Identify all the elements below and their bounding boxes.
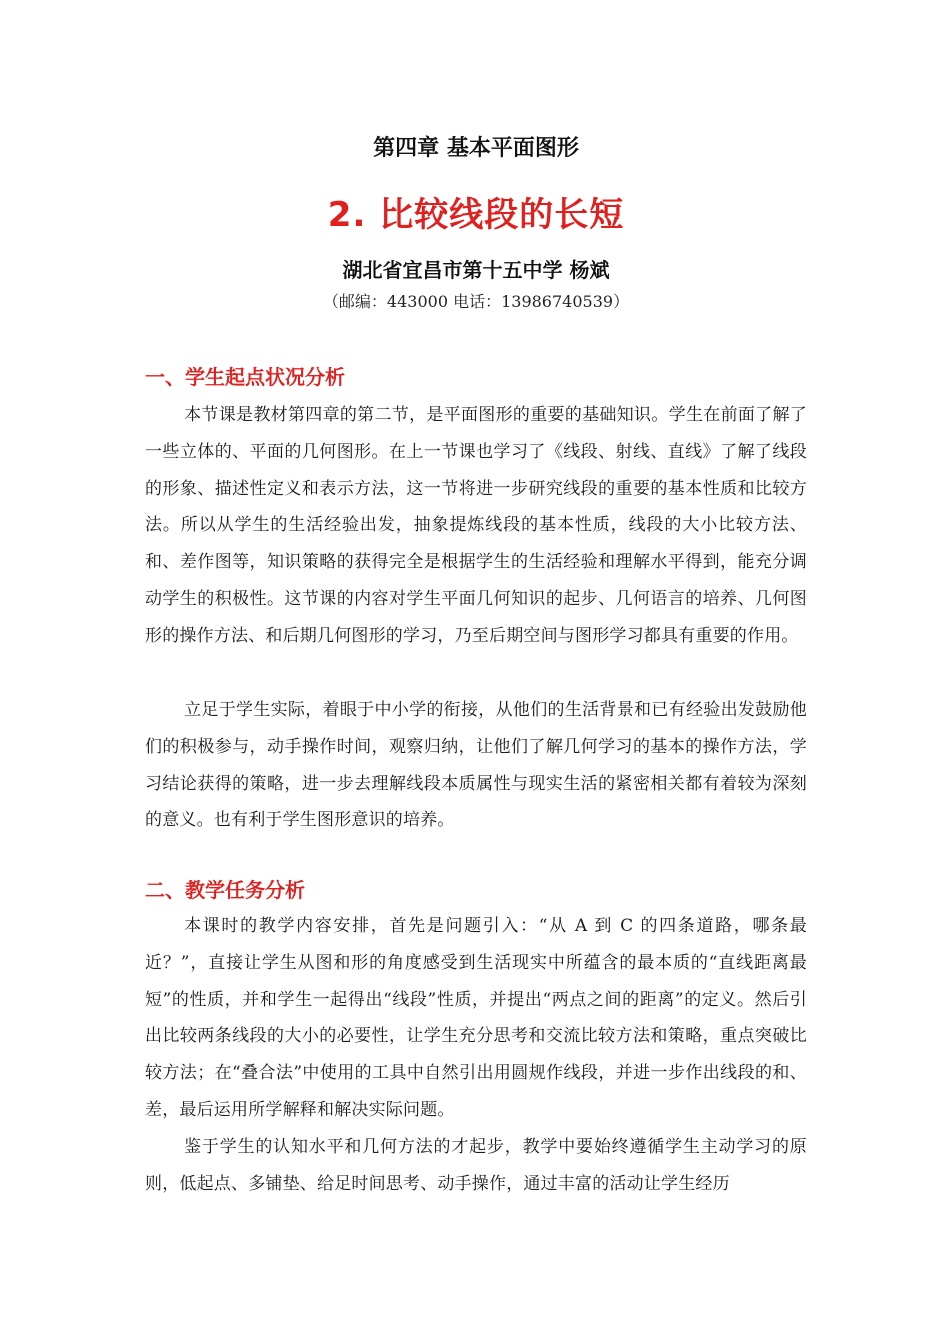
chapter-title: 第四章 基本平面图形 (373, 136, 579, 161)
contact-line: （邮编：443000 电话：13986740539） (322, 292, 630, 311)
body-paragraph: 立足于学生实际，着眼于中小学的衔接，从他们的生活背景和已有经验出发鼓励他们的积极参与，动手操作时间，观察归纳，让他们了解几何学习的基本的操作方法，学习结论获得的策略，进一步去理解线段本质属性与现实生活的紧密相关都有着较为深刻的意义。也有利于学生图形意识的培养。 (145, 700, 807, 831)
body-paragraph: 本节课是教材第四章的第二节，是平面图形的重要的基础知识。学生在前面了解了一些立体的、平面的几何图形。在上一节课也学习了《线段、射线、直线》了解了线段的形象、描述性定义和表示方法，这一节将进一步研究线段的重要的基本性质和比较方法。所以从学生的生活经验出发，抽象提炼线段的基本性质，线段的大小比较方法、和、差作图等，知识策略的获得完全是根据学生的生活经验和理解水平得到，能充分调动学生的积极性。这节课的内容对学生平面几何知识的起步、几何语言的培养、几何图形的操作方法、和后期几何图形的学习，乃至后期空间与图形学习都具有重要的作用。 (145, 405, 807, 646)
lesson-title: 2. 比较线段的长短 (327, 195, 625, 235)
section-heading: 一、学生起点状况分析 (145, 365, 345, 389)
body-paragraph: 本课时的教学内容安排，首先是问题引入：“从 A 到 C 的四条道路，哪条最近？”，直接让学生从图和形的角度感受到生活现实中所蕴含的最本质的“直线距离最短”的性质，并和学生一起得出“线段”性质，并提出“两点之间的距离”的定义。然后引出比较两条线段的大小的必要性，让学生充分思考和交流比较方法和策略，重点突破比较方法；在“叠合法”中使用的工具中自然引出用圆规作线段，并进一步作出线段的和、差，最后运用所学解释和解决实际问题。 (145, 916, 807, 1120)
section-heading: 二、教学任务分析 (145, 878, 305, 902)
body-paragraph: 鉴于学生的认知水平和几何方法的才起步，教学中要始终遵循学生主动学习的原则，低起点、多铺垫、给足时间思考、动手操作，通过丰富的活动让学生经历 (145, 1137, 807, 1194)
author-line: 湖北省宜昌市第十五中学 杨斌 (342, 258, 610, 282)
